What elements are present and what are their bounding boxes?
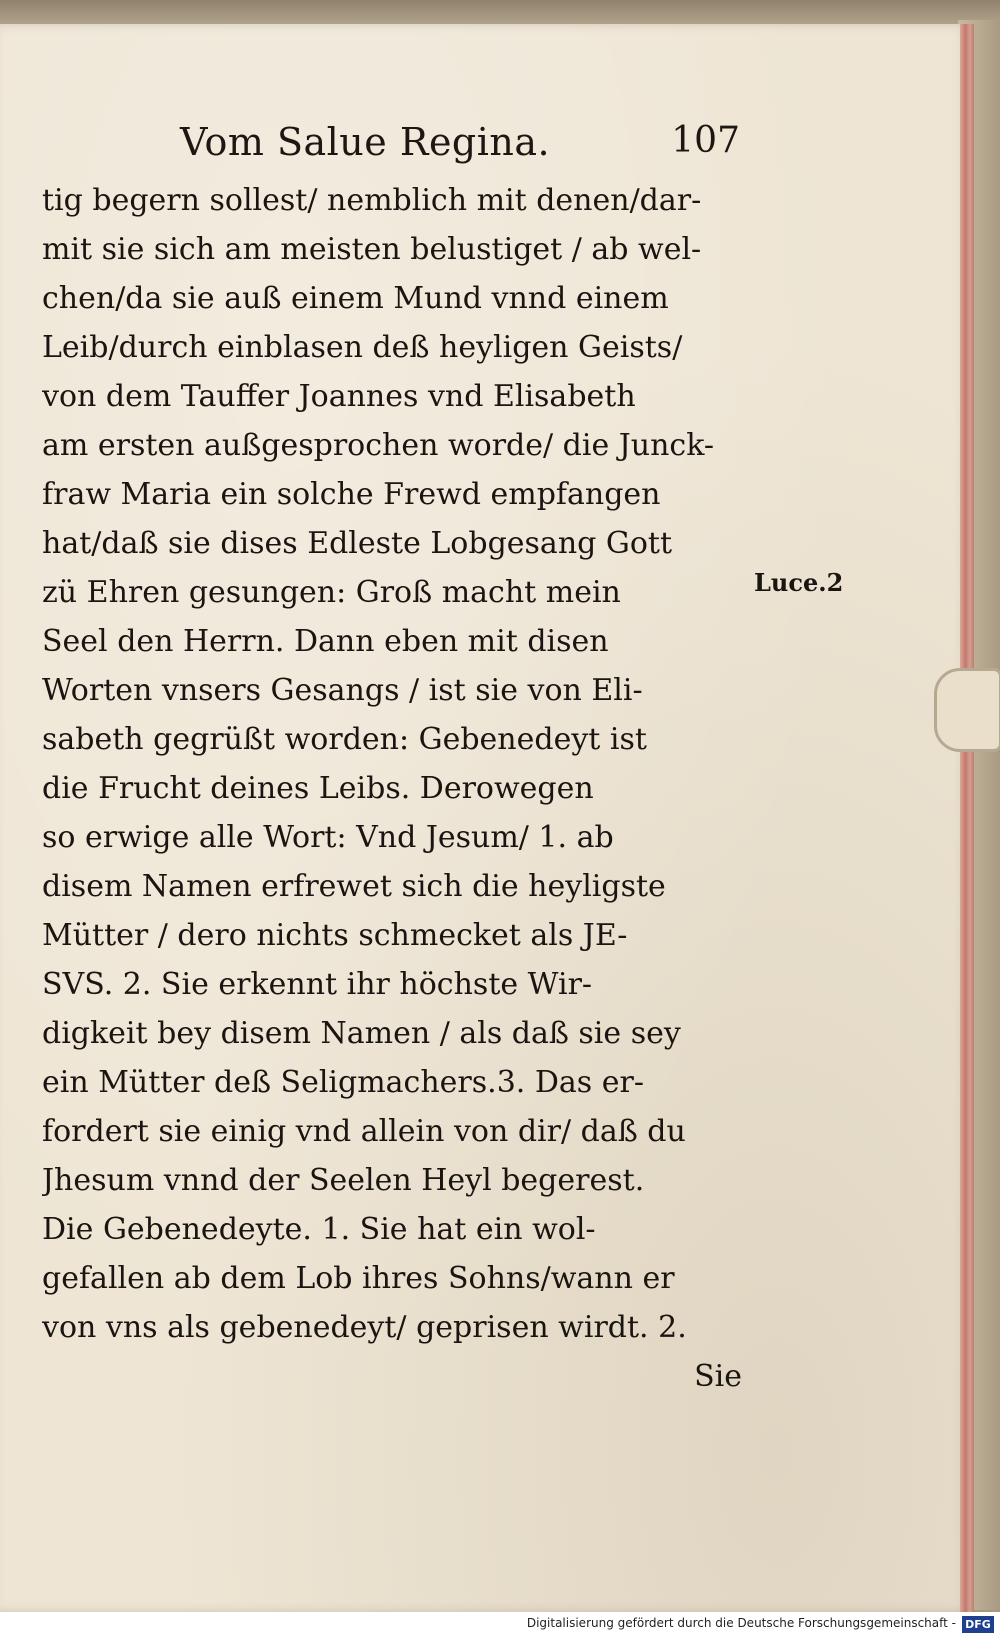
- running-head: [180, 120, 740, 170]
- page-number: 107: [671, 120, 740, 161]
- text-line: Worten vnsers Gesangs / ist sie von Eli-: [42, 673, 643, 708]
- text-line: sabeth gegrüßt worden: Gebenedeyt ist: [42, 722, 647, 757]
- text-line: gefallen ab dem Lob ihres Sohns/wann er: [42, 1261, 675, 1296]
- body-text: [42, 176, 742, 1401]
- text-line: disem Namen erfrewet sich die heyligste: [42, 869, 666, 904]
- text-line: fraw Maria ein solche Frewd empfangen: [42, 477, 661, 512]
- funding-credit: Digitalisierung gefördert durch die Deutsche Forschungsgemeinschaft -: [526, 1616, 956, 1630]
- text-line: fordert sie einig vnd allein von dir/ daß du: [42, 1114, 686, 1149]
- text-line: Jhesum vnnd der Seelen Heyl begerest.: [42, 1163, 645, 1198]
- text-line: Seel den Herrn. Dann eben mit disen: [42, 624, 609, 659]
- text-line: Die Gebenedeyte. 1. Sie hat ein wol-: [42, 1212, 596, 1247]
- page-red-edge: [960, 24, 974, 1612]
- text-line: von dem Tauffer Joannes vnd Elisabeth: [42, 379, 636, 414]
- text-line: tig begern sollest/ nemblich mit denen/dar-: [42, 183, 702, 218]
- footer-bar: [0, 1612, 1000, 1638]
- text-line: mit sie sich am meisten belustiget / ab wel-: [42, 232, 702, 267]
- text-line: hat/daß sie dises Edleste Lobgesang Gott: [42, 526, 673, 561]
- running-title: Vom Salue Regina.: [180, 120, 551, 164]
- text-line: die Frucht deines Leibs. Derowegen: [42, 771, 594, 806]
- text-line: von vns als gebenedeyt/ geprisen wirdt. 2.: [42, 1310, 687, 1345]
- text-line: digkeit bey disem Namen / als daß sie sey: [42, 1016, 681, 1051]
- text-line: SVS. 2. Sie erkennt ihr höchste Wir-: [42, 967, 593, 1002]
- scan-backdrop: [0, 0, 1000, 26]
- dfg-logo-icon: DFG: [962, 1616, 994, 1633]
- text-line: Leib/durch einblasen deß heyligen Geists/: [42, 330, 683, 365]
- text-line: am ersten außgesprochen worde/ die Junck-: [42, 428, 714, 463]
- text-line: chen/da sie auß einem Mund vnnd einem: [42, 281, 669, 316]
- text-line: so erwige alle Wort: Vnd Jesum/ 1. ab: [42, 820, 614, 855]
- text-line: zü Ehren gesungen: Groß macht mein: [42, 575, 621, 610]
- book-clasp: [934, 668, 1000, 752]
- text-line: Mütter / dero nichts schmecket als JE-: [42, 918, 628, 953]
- book-page: [0, 24, 970, 1612]
- marginal-note: Luce.2: [754, 568, 844, 597]
- catchword: Sie: [694, 1359, 742, 1394]
- text-line: ein Mütter deß Seligmachers.3. Das er-: [42, 1065, 644, 1100]
